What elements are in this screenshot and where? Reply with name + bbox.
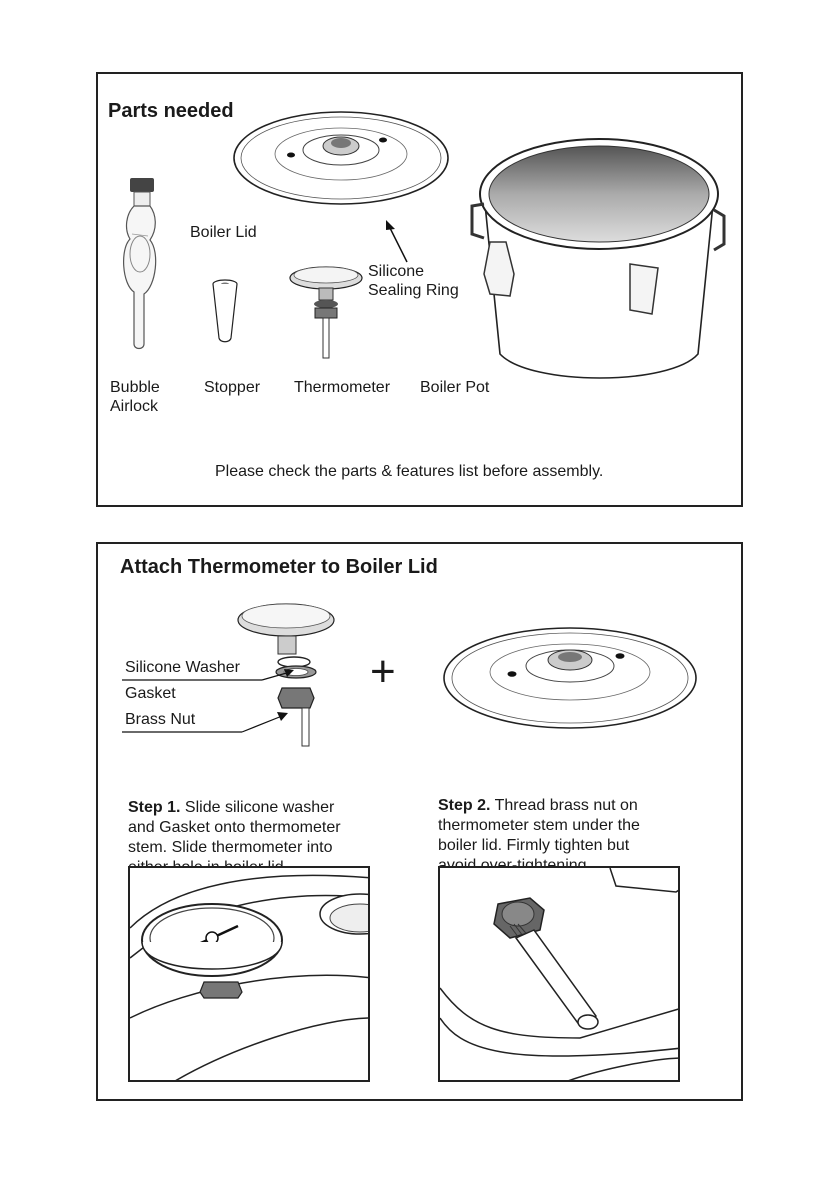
silicone-washer-label: Silicone Washer: [125, 659, 241, 676]
step-2-detail-image: [438, 866, 680, 1082]
step-2-description: Thread brass nut on thermometer stem under the boiler lid. Firmly tighten but: [438, 797, 640, 854]
plus-sign: +: [370, 647, 396, 696]
bubble-airlock-label: Bubble Airlock: [110, 379, 160, 415]
boiler-lid-illustration: [231, 108, 451, 208]
thermometer-label: Thermometer: [294, 379, 391, 396]
step-1-description: Slide silicone washer and Gasket onto thermometer stem. Slide thermometer into: [128, 799, 341, 856]
thermometer-illustration: [286, 262, 366, 362]
parts-needed-panel: [96, 72, 743, 507]
boiler-pot-illustration: [470, 124, 730, 384]
thermometer-in-lid-illustration: [130, 868, 370, 1082]
step-1-label: Step 1.: [128, 799, 181, 816]
step-2-text: [438, 776, 640, 876]
brass-nut-label: Brass Nut: [125, 711, 196, 728]
boiler-lid-label: Boiler Lid: [190, 224, 257, 241]
silicone-sealing-ring-label: Silicone Sealing Ring: [368, 263, 459, 299]
gasket-label: Gasket: [125, 685, 176, 702]
step-2-label: Step 2.: [438, 797, 491, 814]
attach-thermometer-title: Attach Thermometer to Boiler Lid: [120, 556, 438, 578]
boiler-pot-label: Boiler Pot: [420, 379, 490, 396]
parts-check-note: Please check the parts & features list before assembly.: [215, 463, 604, 480]
stopper-label: Stopper: [204, 379, 261, 396]
stopper-illustration: [208, 278, 242, 344]
attach-thermometer-panel: [96, 542, 743, 1101]
brass-nut-under-lid-illustration: [440, 868, 680, 1082]
step-1-detail-image: [128, 866, 370, 1082]
label-leader-lines: [122, 672, 322, 772]
step-1-text: [128, 778, 341, 878]
parts-needed-title: Parts needed: [108, 100, 234, 122]
boiler-lid-illustration-2: [440, 622, 700, 732]
bubble-airlock-illustration: [116, 174, 166, 354]
